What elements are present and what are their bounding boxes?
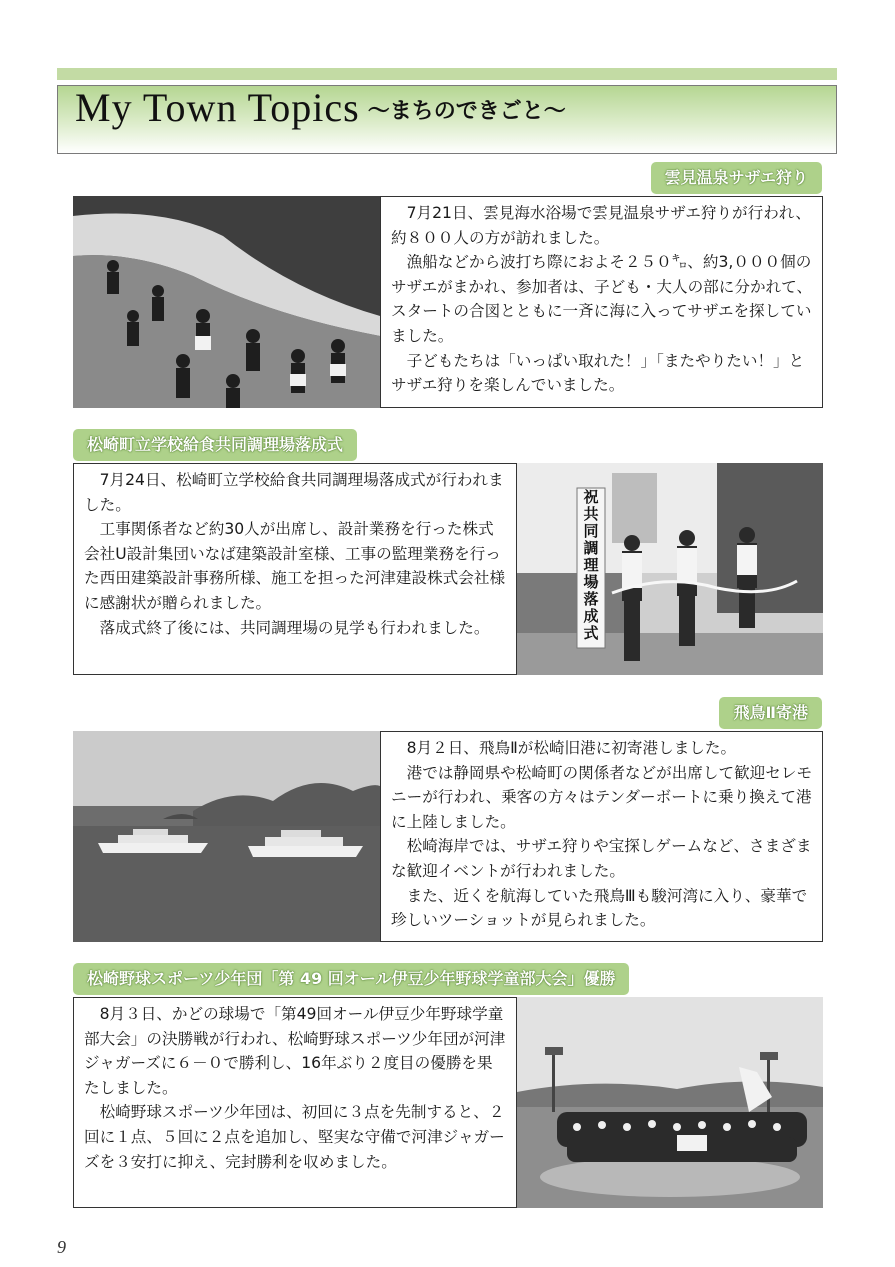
section-tag-asuka-visit: 飛鳥Ⅱ寄港: [719, 697, 822, 729]
photo-asuka-ships: [73, 731, 380, 942]
text-box-baseball-win: [73, 997, 517, 1208]
text-box-asuka-visit: [380, 731, 823, 942]
paragraph: 松崎野球スポーツ少年団は、初回に３点を先制すると、２回に１点、５回に２点を追加し、堅実な守備で河津ジャガーズを３安打に抑え、完封勝利を収めました。: [84, 1103, 505, 1171]
paragraph: 7月24日、松崎町立学校給食共同調理場落成式が行われました。: [84, 471, 504, 514]
paragraph: 8月２日、飛鳥Ⅱが松崎旧港に初寄港しました。: [406, 739, 737, 757]
text-box-kitchen-ceremony: [73, 463, 517, 675]
paragraph: 子どもたちは「いっぱい取れた！」「またやりたい！」とサザエ狩りを楽しんでいました。: [391, 351, 805, 395]
section-tag-baseball-win: 松崎野球スポーツ少年団「第 49 回オール伊豆少年野球学童部大会」優勝: [73, 963, 629, 995]
paragraph: 松崎海岸では、サザエ狩りや宝探しゲームなど、さまざまな歓迎イベントが行われました。: [391, 837, 812, 880]
paragraph: 工事関係者など約30人が出席し、設計業務を行った株式会社U設計集団いなば建築設計室様、工事の監理業務を行った西田建築設計事務所様、施工を担った河津建設株式会社様に感謝状が贈られました。: [84, 520, 506, 612]
paragraph: 漁船などから波打ち際におよそ２５０㌔、約3,０００個のサザエがまかれ、参加者は、子ども・大人の部に分かれて、スタートの合図とともに一斉に海に入ってサザエを探していました。: [391, 253, 813, 345]
ceremony-sign: 祝 共同調理場落成式: [583, 488, 599, 642]
paragraph: 港では静岡県や松崎町の関係者などが出席して歓迎セレモニーが行われ、乗客の方々はテンダーボートに乗り換えて港に上陸しました。: [391, 763, 813, 831]
page-title: [75, 86, 566, 130]
paragraph: 落成式終了後には、共同調理場の見学も行われました。: [99, 618, 490, 637]
paragraph: また、近くを航海していた飛鳥Ⅲも駿河湾に入り、豪華で珍しいツーショットが見られました。: [391, 886, 808, 930]
header-top-bar: [57, 68, 837, 80]
photo-kitchen-ceremony: [517, 463, 823, 675]
photo-sazae-hunt: [73, 196, 380, 408]
section-tag-kitchen-ceremony: 松崎町立学校給食共同調理場落成式: [73, 429, 357, 461]
section-tag-sazae-hunt: 雲見温泉サザエ狩り: [651, 162, 822, 194]
page-title-text: My Town Topics: [75, 85, 360, 130]
page-number: 9: [57, 1237, 66, 1257]
photo-baseball-team: [517, 997, 823, 1208]
page-subtitle: ～まちのできごと～: [367, 99, 566, 124]
text-box-sazae-hunt: [380, 196, 823, 408]
paragraph: 8月３日、かどの球場で「第49回オール伊豆少年野球学童部大会」の決勝戦が行われ、松崎野球スポーツ少年団が河津ジャガーズに６－０で勝利し、16年ぶり２度目の優勝を果たしました。: [84, 1005, 506, 1097]
paragraph: 7月21日、雲見海水浴場で雲見温泉サザエ狩りが行われ、約８００人の方が訪れました。: [391, 204, 811, 247]
